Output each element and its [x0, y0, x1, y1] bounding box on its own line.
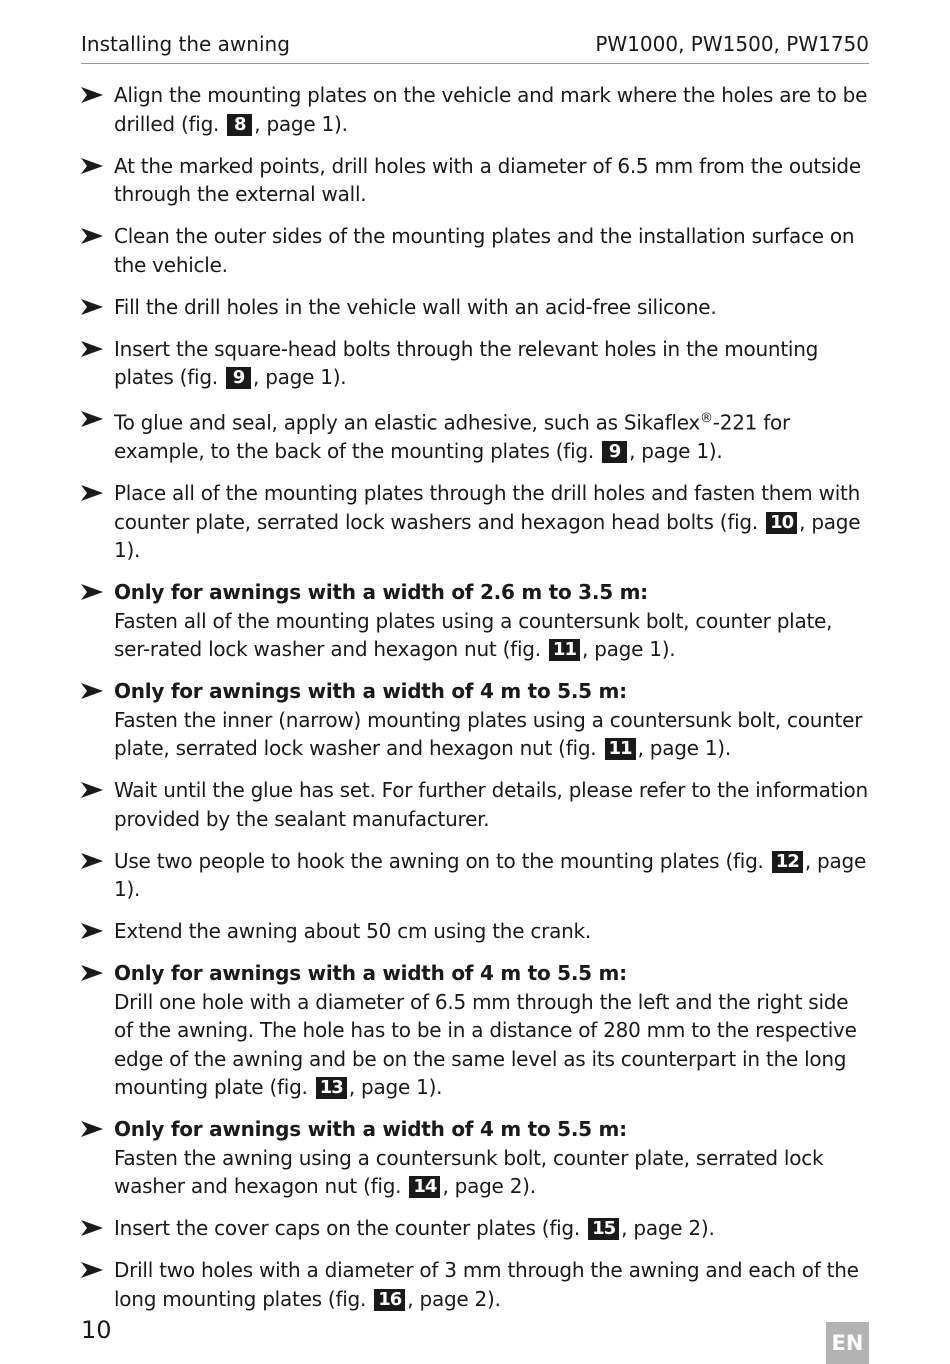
step-text: , page 2).	[407, 1286, 501, 1311]
step-text: Fasten all of the mounting plates using a countersunk bolt, counter plate, ser-rated lock washer and hexagon nut (fig.	[114, 608, 833, 662]
list-item	[81, 293, 871, 322]
step-text: , page 1).	[629, 439, 723, 464]
step-text: To glue and seal, apply an elastic adhesive, such as Sikaflex	[114, 410, 701, 435]
step-text: Align the mounting plates on the vehicle and mark where the holes are to be drilled (fig.	[114, 83, 868, 136]
figure-ref-badge: 15	[588, 1218, 619, 1240]
instruction-steps	[81, 81, 871, 1327]
list-item	[81, 222, 871, 279]
list-item	[81, 677, 871, 763]
step-text: Extend the awning about 50 cm using the crank.	[114, 919, 591, 944]
list-item	[81, 479, 871, 565]
step-text: , page 2).	[442, 1174, 536, 1199]
arrow-bullet-icon	[81, 299, 103, 315]
arrow-bullet-icon	[81, 1262, 103, 1278]
step-text: Place all of the mounting plates through the drill holes and fasten them with counter plate, serrated lock washers and hexagon head bolts (fig.	[114, 481, 861, 534]
step-text: -221 for example, to the back of the mounting plates (fig.	[114, 410, 791, 464]
step-text: , page 1).	[114, 509, 861, 563]
list-item	[81, 959, 871, 1102]
list-item	[81, 152, 871, 209]
step-text: , page 1).	[114, 848, 866, 902]
figure-ref-badge: 11	[549, 639, 580, 661]
step-text: Wait until the glue has set. For further details, please refer to the information provided by the sealant manufacturer.	[114, 778, 868, 831]
step-text: , page 1).	[348, 1075, 443, 1100]
arrow-bullet-icon	[81, 228, 103, 244]
arrow-bullet-icon	[81, 584, 103, 600]
page-number: 10	[81, 1316, 112, 1344]
arrow-bullet-icon	[81, 87, 103, 103]
list-item	[81, 776, 871, 833]
list-item	[81, 847, 871, 904]
figure-ref-badge: 12	[772, 851, 803, 873]
figure-ref-badge: 10	[766, 512, 797, 534]
step-text: , page 1).	[254, 111, 348, 136]
arrow-bullet-icon	[81, 853, 103, 869]
figure-ref-badge: 11	[605, 738, 636, 760]
section-title: Installing the awning	[81, 32, 290, 56]
list-item	[81, 405, 871, 466]
arrow-bullet-icon	[81, 683, 103, 699]
step-text: , page 1).	[581, 637, 676, 662]
list-item	[81, 1115, 871, 1201]
list-item	[81, 1214, 871, 1243]
figure-ref-badge: 8	[227, 114, 252, 136]
arrow-bullet-icon	[81, 341, 103, 357]
figure-ref-badge: 9	[226, 367, 251, 389]
step-text: Clean the outer sides of the mounting plates and the installation surface on the vehicle.	[114, 224, 855, 277]
list-item	[81, 917, 871, 946]
step-text: Insert the cover caps on the counter plates (fig.	[114, 1216, 587, 1241]
step-text: Fasten the awning using a countersunk bolt, counter plate, serrated lock washer and hexagon nut (fig.	[114, 1145, 824, 1199]
language-badge: EN	[826, 1322, 869, 1364]
arrow-bullet-icon	[81, 965, 103, 981]
arrow-bullet-icon	[81, 1220, 103, 1236]
figure-ref-badge: 14	[409, 1176, 440, 1198]
arrow-bullet-icon	[81, 485, 103, 501]
step-text: Use two people to hook the awning on to the mounting plates (fig.	[114, 848, 770, 873]
step-text: Fasten the inner (narrow) mounting plates using a countersunk bolt, counter plate, serrated lock washer and hexagon nut (fig.	[114, 707, 863, 761]
list-item	[81, 578, 871, 664]
step-text: Insert the square-head bolts through the relevant holes in the mounting plates (fig.	[114, 336, 819, 389]
arrow-bullet-icon	[81, 1121, 103, 1137]
arrow-bullet-icon	[81, 782, 103, 798]
step-text: , page 1).	[637, 736, 731, 761]
condition-heading: Only for awnings with a width of 4 m to 5.5 m:	[114, 679, 627, 704]
list-item	[81, 1256, 871, 1313]
condition-heading: Only for awnings with a width of 2.6 m to 3.5 m:	[114, 580, 648, 605]
step-text: , page 2).	[621, 1216, 715, 1241]
registered-mark: ®	[700, 411, 713, 426]
running-header	[81, 30, 869, 64]
arrow-bullet-icon	[81, 158, 103, 174]
arrow-bullet-icon	[81, 923, 103, 939]
arrow-bullet-icon	[81, 411, 103, 427]
step-text: Drill one hole with a diameter of 6.5 mm through the left and the right side of the awning. The hole has to be in a distance of 280 mm to the respective edge of the awning and be on the same level as its counterpart in the long mounting plate (fig.	[114, 989, 857, 1100]
figure-ref-badge: 13	[316, 1077, 347, 1099]
figure-ref-badge: 9	[602, 441, 627, 463]
list-item	[81, 81, 871, 138]
model-list: PW1000, PW1500, PW1750	[595, 32, 869, 56]
list-item	[81, 335, 871, 392]
step-text: , page 1).	[253, 365, 347, 389]
figure-ref-badge: 16	[374, 1289, 405, 1311]
step-text: Fill the drill holes in the vehicle wall with an acid-free silicone.	[114, 294, 717, 319]
step-text: Drill two holes with a diameter of 3 mm through the awning and each of the long mounting plates (fig.	[114, 1258, 859, 1311]
step-text: At the marked points, drill holes with a diameter of 6.5 mm from the outside through the external wall.	[114, 153, 861, 206]
condition-heading: Only for awnings with a width of 4 m to 5.5 m:	[114, 961, 627, 986]
condition-heading: Only for awnings with a width of 4 m to 5.5 m:	[114, 1117, 627, 1142]
